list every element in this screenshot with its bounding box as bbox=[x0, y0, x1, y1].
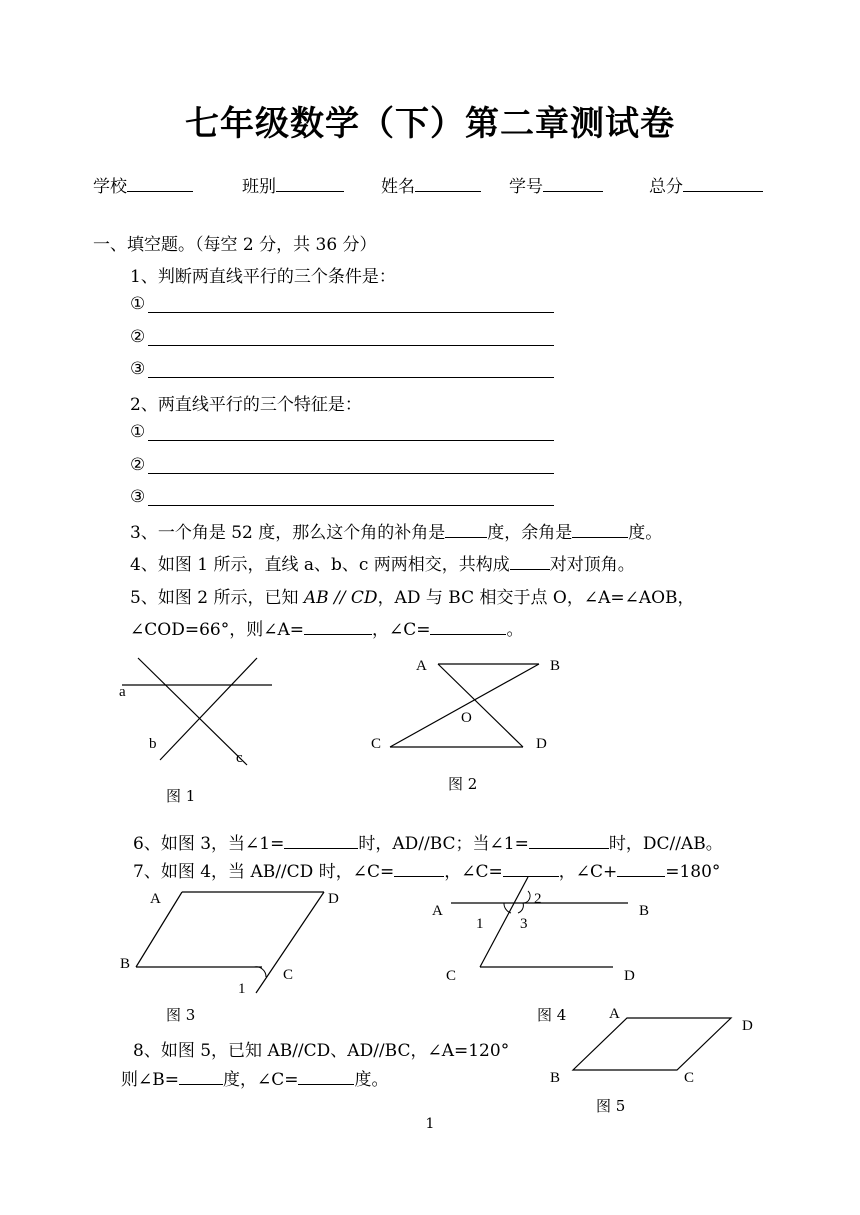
fig3-label-1: 1 bbox=[238, 981, 246, 997]
q3-text-a: 3、一个角是 52 度，那么这个角的补角是 bbox=[130, 523, 446, 543]
total-blank[interactable] bbox=[683, 175, 763, 192]
fig4-label-2: 2 bbox=[534, 891, 542, 907]
figure-3 bbox=[110, 880, 339, 1000]
student-no-label: 学号 bbox=[509, 177, 543, 197]
fig3-label-C: C bbox=[283, 967, 294, 983]
fig4-label-3: 3 bbox=[520, 916, 528, 932]
q5-text-e: 。 bbox=[506, 620, 524, 640]
q6-text-c: 时，DC//AB。 bbox=[608, 834, 723, 854]
fig1-label-a: a bbox=[119, 684, 126, 700]
question-5 bbox=[130, 583, 695, 608]
q4-text-b: 对对顶角。 bbox=[549, 555, 635, 575]
q7-text-c: ，∠C+ bbox=[558, 862, 618, 882]
q2-answer-line-2[interactable] bbox=[148, 473, 554, 474]
fig1-label-b: b bbox=[149, 736, 157, 752]
fig5-label-C: C bbox=[684, 1070, 695, 1086]
q7-text-d: =180° bbox=[665, 862, 721, 882]
student-no-field[interactable] bbox=[509, 172, 603, 197]
question-6 bbox=[133, 829, 723, 854]
school-blank[interactable] bbox=[127, 175, 193, 192]
school-field[interactable] bbox=[93, 172, 193, 197]
fig4-label-D: D bbox=[624, 968, 635, 984]
question-3 bbox=[130, 518, 662, 543]
q5-ab: AB bbox=[303, 588, 329, 608]
angle-1-arc bbox=[254, 967, 266, 977]
line-b bbox=[160, 658, 257, 760]
page-title: 七年级数学（下）第二章测试卷 bbox=[185, 104, 675, 144]
figure-2 bbox=[365, 650, 585, 770]
fig3-label-A: A bbox=[150, 891, 161, 907]
figure-3-caption: 图 3 bbox=[166, 1006, 196, 1024]
fig2-label-A: A bbox=[416, 658, 427, 674]
fig3-label-B: B bbox=[120, 956, 131, 972]
segment-ad bbox=[438, 664, 523, 747]
fig4-label-C: C bbox=[446, 968, 457, 984]
school-label: 学校 bbox=[93, 177, 127, 197]
total-label: 总分 bbox=[649, 177, 683, 197]
q1-mark-1: ① bbox=[130, 294, 146, 314]
question-8-cont bbox=[121, 1065, 388, 1090]
fig2-label-B: B bbox=[550, 658, 561, 674]
fig4-label-B: B bbox=[639, 903, 650, 919]
name-field[interactable] bbox=[381, 172, 481, 197]
question-5-cont bbox=[130, 615, 523, 640]
fig5-label-A: A bbox=[609, 1006, 620, 1022]
q1-mark-2: ② bbox=[130, 327, 146, 347]
question-1: 1、判断两直线平行的三个条件是： bbox=[130, 267, 396, 287]
q5-cd: CD bbox=[350, 588, 378, 608]
q4-blank[interactable] bbox=[510, 553, 550, 570]
q7-text-a: 7、如图 4，当 AB//CD 时，∠C= bbox=[133, 862, 395, 882]
section-heading: 一、填空题。（每空 2 分，共 36 分） bbox=[93, 235, 377, 255]
q2-answer-line-1[interactable] bbox=[148, 440, 554, 441]
fig5-label-B: B bbox=[550, 1070, 561, 1086]
q6-text-b: 时，AD//BC；当∠1= bbox=[358, 834, 529, 854]
q5-text-b: ，AD 与 BC 相交于点 O，∠A=∠AOB， bbox=[377, 588, 695, 608]
page-number: 1 bbox=[425, 1116, 435, 1132]
q1-mark-3: ③ bbox=[130, 359, 146, 379]
fig3-label-D: D bbox=[328, 891, 339, 907]
class-label: 班别 bbox=[242, 177, 276, 197]
class-blank[interactable] bbox=[276, 175, 344, 192]
q5-text-c: ∠COD=66°，则∠A= bbox=[130, 620, 304, 640]
question-4 bbox=[130, 550, 635, 575]
fig5-label-D: D bbox=[742, 1018, 753, 1034]
fig1-label-c: c bbox=[236, 750, 243, 766]
question-8: 8、如图 5，已知 AB//CD、AD//BC，∠A=120° bbox=[133, 1041, 510, 1061]
q1-answer-line-3[interactable] bbox=[148, 377, 554, 378]
q5-parallel: // bbox=[334, 588, 346, 608]
q5-text-a: 5、如图 2 所示，已知 bbox=[130, 588, 299, 608]
angle-3-arc bbox=[518, 903, 523, 913]
question-2: 2、两直线平行的三个特征是： bbox=[130, 395, 362, 415]
q2-mark-1: ① bbox=[130, 422, 146, 442]
q2-mark-2: ② bbox=[130, 455, 146, 475]
name-blank[interactable] bbox=[415, 175, 481, 192]
q1-answer-line-2[interactable] bbox=[148, 345, 554, 346]
figure-2-caption: 图 2 bbox=[448, 775, 478, 793]
figure-1 bbox=[110, 650, 290, 800]
q7-text-b: ，∠C= bbox=[444, 862, 503, 882]
fig4-label-1: 1 bbox=[476, 916, 484, 932]
name-label: 姓名 bbox=[381, 177, 415, 197]
segment-bc bbox=[390, 664, 539, 747]
q2-mark-3: ③ bbox=[130, 487, 146, 507]
parallelogram-abcd bbox=[573, 1018, 731, 1070]
figure-1-caption: 图 1 bbox=[166, 787, 196, 805]
fig2-label-D: D bbox=[536, 736, 547, 752]
q4-text-a: 4、如图 1 所示，直线 a、b、c 两两相交，共构成 bbox=[130, 555, 510, 575]
q3-blank-complement[interactable] bbox=[572, 521, 628, 538]
fig4-label-A: A bbox=[432, 903, 443, 919]
angle-2-arc bbox=[523, 891, 530, 903]
student-no-blank[interactable] bbox=[543, 175, 603, 192]
q5-blank-c[interactable] bbox=[430, 618, 506, 635]
fig2-label-C: C bbox=[371, 736, 382, 752]
q6-text-a: 6、如图 3，当∠1= bbox=[133, 834, 285, 854]
q1-answer-line-1[interactable] bbox=[148, 312, 554, 313]
q6-blank-2[interactable] bbox=[529, 832, 609, 849]
figure-5 bbox=[545, 1000, 775, 1090]
total-field[interactable] bbox=[649, 172, 763, 197]
q6-blank-1[interactable] bbox=[284, 832, 358, 849]
q8-text-d: 度。 bbox=[354, 1070, 389, 1090]
q8-text-c: 度，∠C= bbox=[222, 1070, 299, 1090]
q3-text-b: 度，余角是 bbox=[487, 523, 573, 543]
q8-blank-b[interactable] bbox=[179, 1068, 223, 1085]
q8-text-b: 则∠B= bbox=[121, 1070, 179, 1090]
figure-4-caption: 图 4 bbox=[537, 1006, 567, 1024]
q5-blank-a[interactable] bbox=[304, 618, 372, 635]
q5-text-d: ，∠C= bbox=[371, 620, 431, 640]
figure-4 bbox=[425, 875, 665, 985]
figure-5-caption: 图 5 bbox=[596, 1097, 626, 1115]
class-field[interactable] bbox=[242, 172, 344, 197]
q3-blank-supplement[interactable] bbox=[445, 521, 487, 538]
q2-answer-line-3[interactable] bbox=[148, 505, 554, 506]
q8-blank-c[interactable] bbox=[298, 1068, 354, 1085]
fig2-label-O: O bbox=[461, 710, 472, 726]
q3-text-c: 度。 bbox=[628, 523, 663, 543]
